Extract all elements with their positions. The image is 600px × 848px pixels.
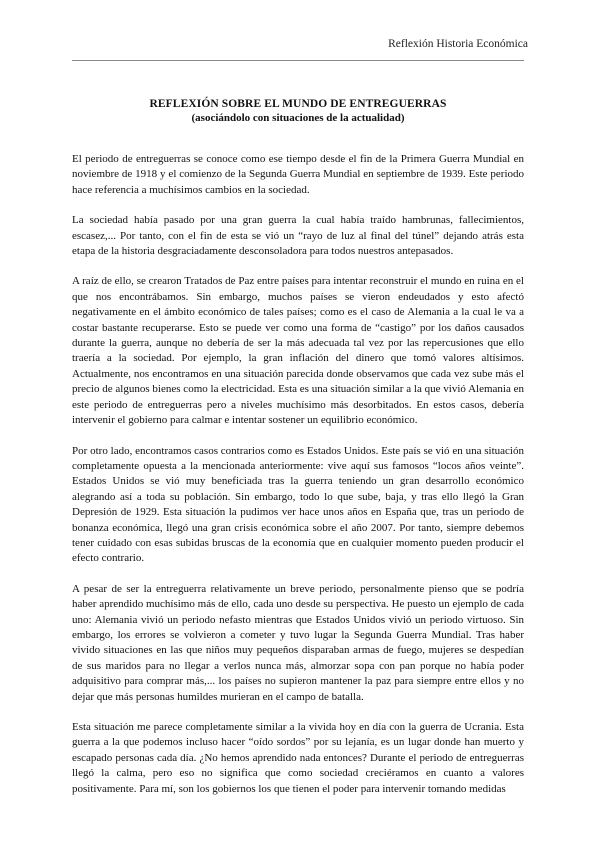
title-block (72, 97, 524, 125)
paragraph: Esta situación me parece completamente similar a la vivida hoy en día con la guerra de Ucrania. Esta guerra a la que podemos incluso hacer “oído sordos” por su lejanía, es un lugar donde han muerto y escapado personas cada día. ¿No hemos aprendido nada entonces? Durante el periodo de entreguerras llegó la calma, pero eso no significa que como sociedad creciéramos en cuanto a valores positivamente. Para mí, son los gobiernos los que tienen el poder para intervenir tomando medidas (72, 721, 524, 795)
running-header: Reflexión Historia Económica (388, 38, 528, 50)
paragraph: El periodo de entreguerras se conoce como ese tiempo desde el fin de la Primera Guerra Mundial en noviembre de 1918 y el comienzo de la Segunda Guerra Mundial en septiembre de 1939. Este periodo hace referencia a muchísimos cambios en la sociedad. (72, 153, 524, 196)
paragraph: La sociedad había pasado por una gran guerra la cual había traído hambrunas, fallecimientos, escasez,... Por tanto, con el fin de esta se vió un “rayo de luz al final del túnel” dejando atrás esta etapa de la historia desgraciadamente desconsoladora para todos nuestros antepasados. (72, 214, 524, 258)
header-divider (72, 60, 524, 61)
paragraph: A pesar de ser la entreguerra relativamente un breve periodo, personalmente pienso que se podría haber aprendido muchísimo más de ello, cada uno desde su perspectiva. He puesto un ejemplo de cada uno: Alemania vivió un periodo nefasto mientras que Estados Unidos vivió un periodo virtuoso. Sin embargo, los errores se volvieron a cometer y tuvo lugar la Segunda Guerra Mundial. Tras haber vivido situaciones en las que niños muy pequeños disparaban armas de fuego, mujeres se despedían de sus maridos para no llegar a verlos nunca más, almorzar sopa con pan porque no había poder adquisitivo para comprar más,... los países no supieron mantener la paz para siempre entre ellos y no dejar que más personas humildes murieran en el campo de batalla. (72, 582, 524, 703)
paragraph: A raíz de ello, se crearon Tratados de Paz entre países para intentar reconstruir el mundo en ruina en el que nos encontrábamos. Sin embargo, muchos países se vieron endeudados y esto afectó negativamente en el ámbito económico de tales países; como es el caso de Alemania a la cual le va a costar bastante recuperarse. Esto se puede ver como una forma de “castigo” por los daños causados durante la guerra, aunque no debería de ser la más adecuada tal vez por las repercusiones que ello traería a la sociedad. Por ejemplo, la gran inflación del dinero que tomó valores altísimos. Actualmente, nos encontramos en una situación parecida donde observamos que cada vez sube más el precio de algunos bienes como la electricidad. Esta es una situación similar a la que vivió Alemania en este periodo de entreguerras pero a niveles muchísimo más desorbitados. En estos casos, debería intervenir el gobierno para calmar e intentar sostener un equilibrio económico. (72, 275, 524, 427)
document-body (72, 152, 524, 812)
paragraph: Por otro lado, encontramos casos contrarios como es Estados Unidos. Este país se vió en una situación completamente opuesta a la mencionada anteriormente: vive aquí sus famosos “locos años veinte”. Estados Unidos se vió muy beneficiada tras la guerra teniendo un gran desarrollo económico alegrando así a toda su población. Sin embargo, todo lo que sube, baja, y tras ello llegó la Gran Depresión de 1929. Esta situación la pudimos ver hace unos años en España que, tras un periodo de bonanza económica, llegó una gran crisis económica sobre el año 2007. Por tanto, siempre debemos tener cuidado con esas subidas bruscas de la economía que en cualquier momento pueden producir el efecto contrario. (72, 444, 524, 565)
document-subtitle: (asociándolo con situaciones de la actualidad) (191, 112, 405, 124)
document-title: REFLEXIÓN SOBRE EL MUNDO DE ENTREGUERRAS (149, 98, 447, 110)
